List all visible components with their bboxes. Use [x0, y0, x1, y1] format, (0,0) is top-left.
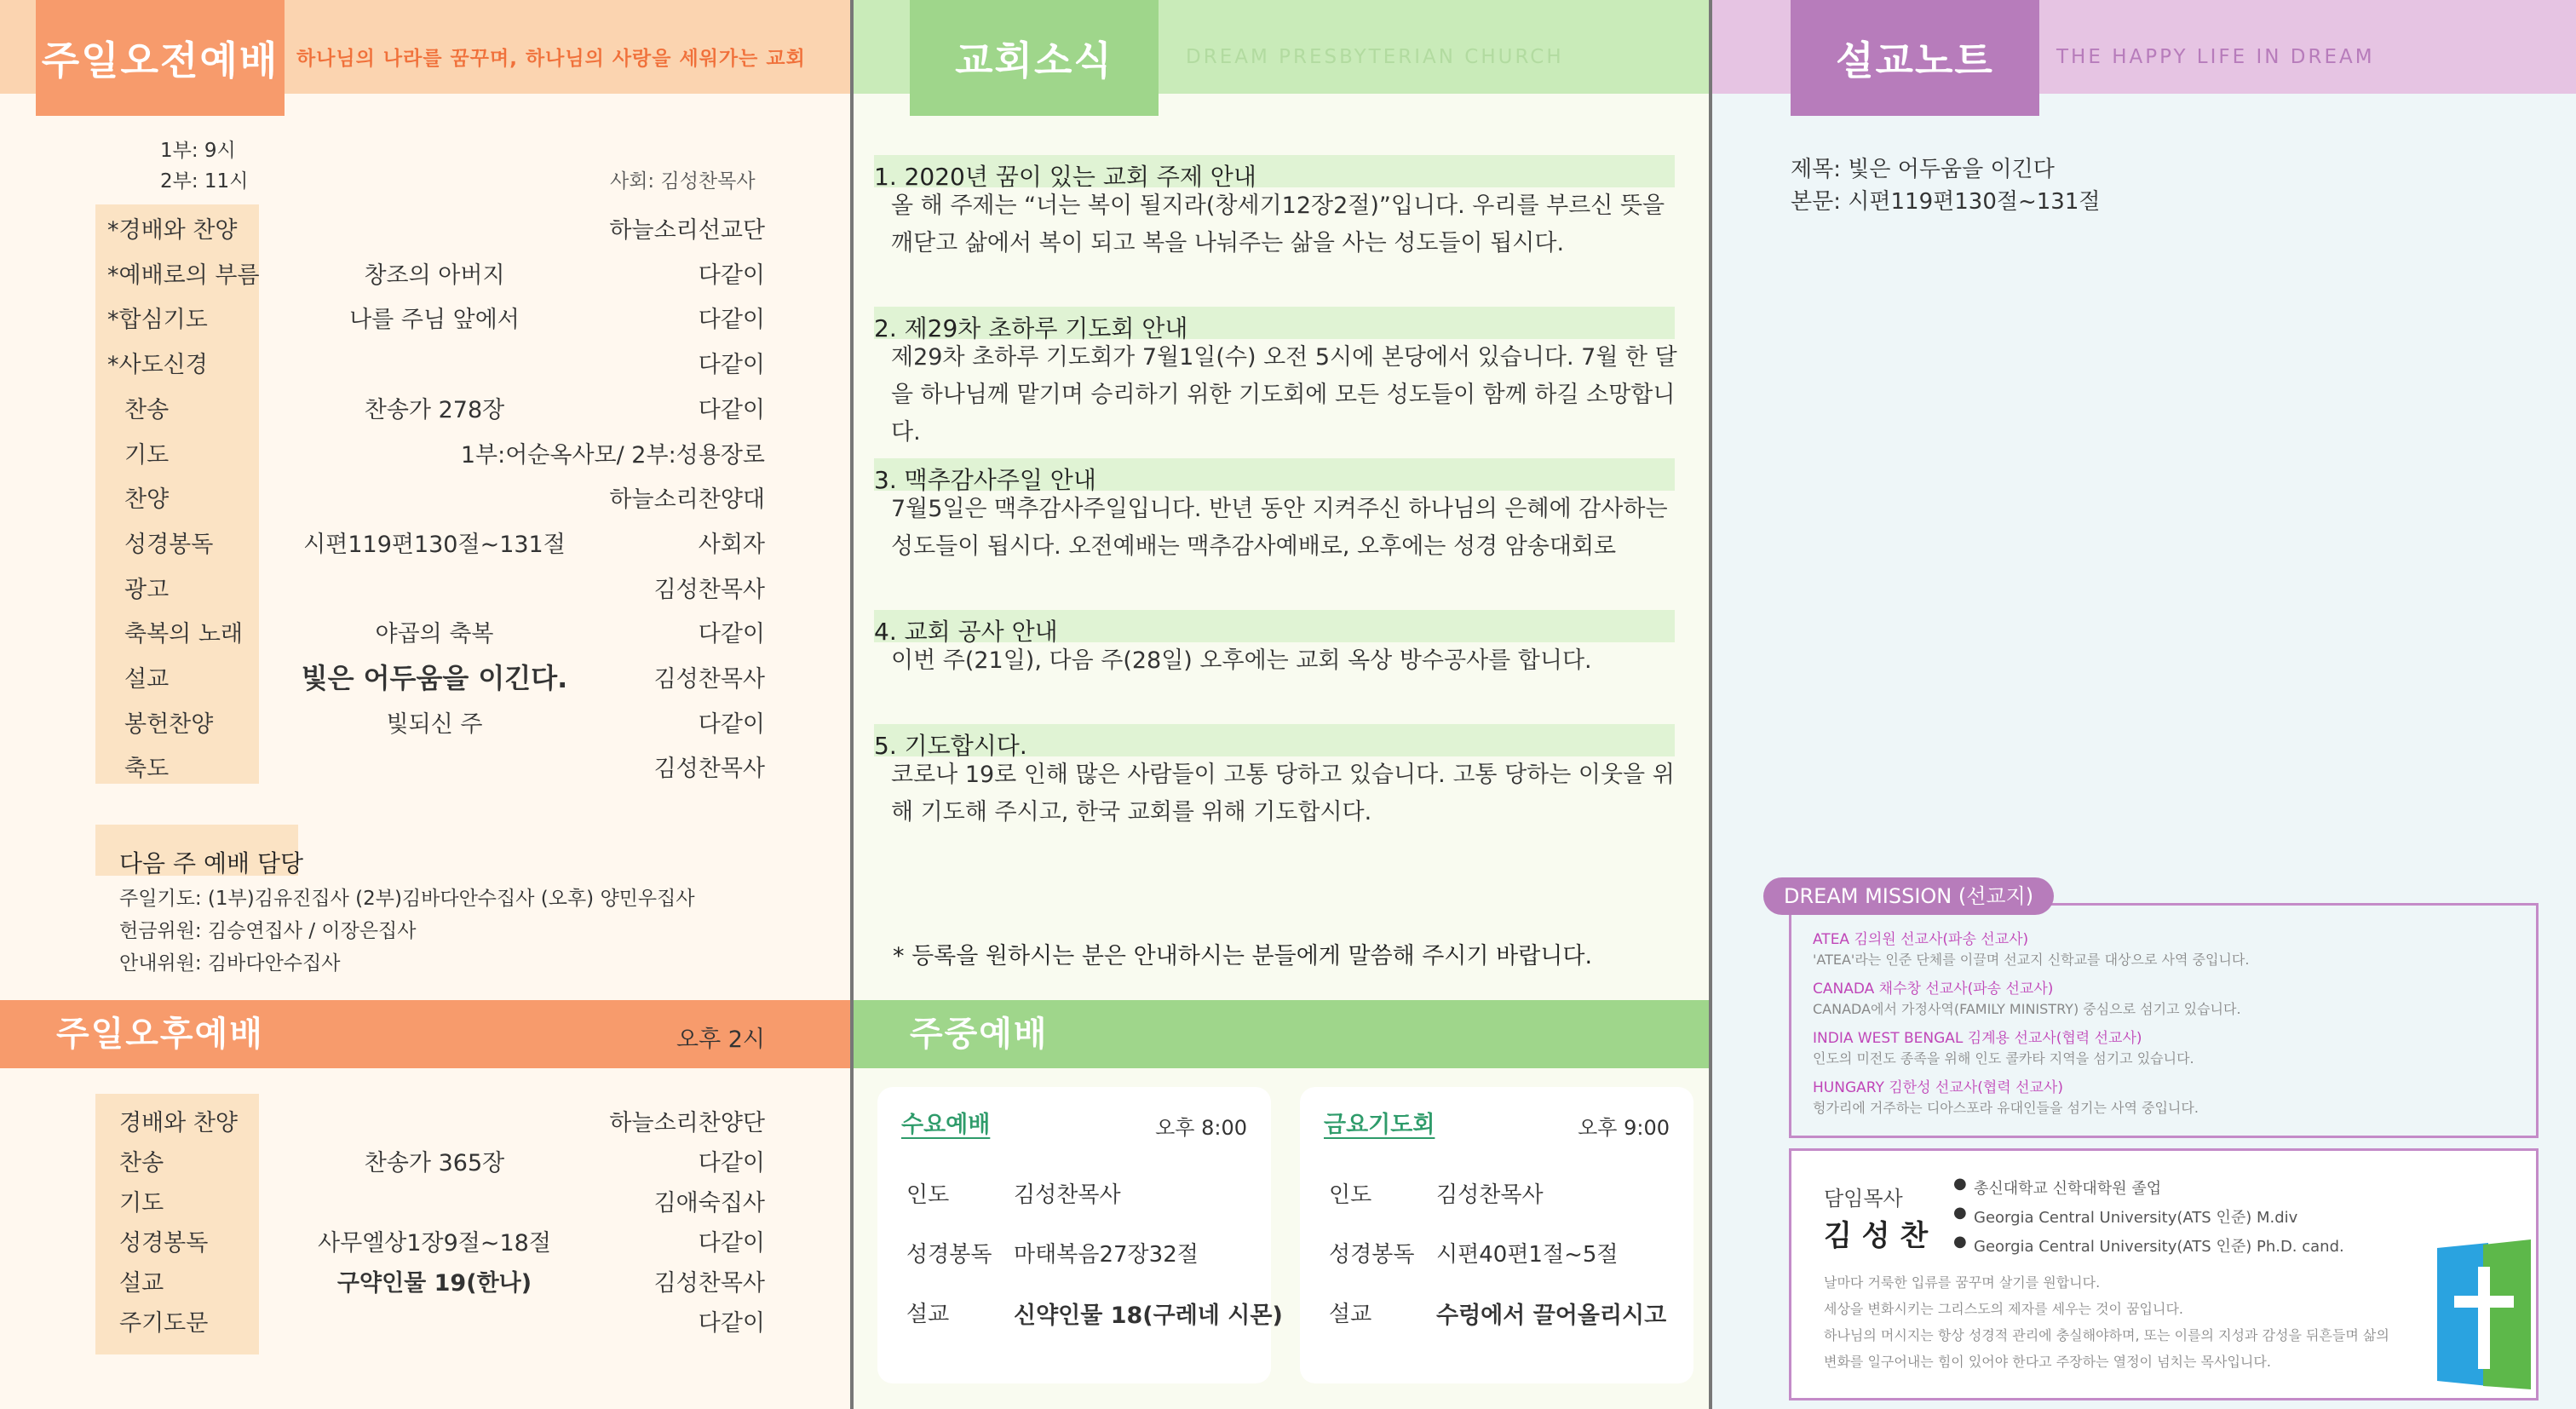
- pastor-credential: Georgia Central University(ATS 인준) Ph.D. cand.: [1974, 1238, 2344, 1256]
- weekday-row-value: 수렁에서 끌어올리시고: [1436, 1303, 1667, 1329]
- order-leader: 김애숙집사: [653, 1190, 765, 1216]
- next-week-line: 헌금위원: 김승연집사 / 이장은집사: [119, 920, 417, 942]
- order-detail: 사무엘상1장9절~18절: [318, 1230, 551, 1257]
- order-label: 성경봉독: [124, 531, 214, 558]
- sermon-header: [1712, 0, 2576, 94]
- order-label: 찬양: [124, 486, 170, 514]
- order-detail: 빛은 어두움을 이긴다.: [301, 662, 568, 694]
- order-leader: 사회자: [698, 531, 765, 558]
- order-detail: 시편119편130절~131절: [303, 531, 566, 558]
- order-leader: 김성찬목사: [653, 1270, 765, 1297]
- mission-item-desc: CANADA에서 가정사역(FAMILY MINISTRY) 중심으로 섬기고 있습니다.: [1813, 1001, 2241, 1017]
- order-leader: 김성찬목사: [653, 576, 765, 603]
- order-detail: 찬송가 365장: [364, 1150, 505, 1176]
- mission-tag: DREAM MISSION (선교지): [1763, 877, 2054, 915]
- order-leader: 다같이: [698, 1230, 765, 1257]
- morning-title: 주일오전예배: [36, 0, 285, 116]
- mission-item-desc: 헝가리에 거주하는 디아스포라 유대인들을 섬기는 사역 중입니다.: [1813, 1100, 2199, 1116]
- weekday-card-time: 오후 9:00: [1578, 1116, 1670, 1140]
- bullet-icon: ●: [1953, 1233, 1967, 1251]
- weekday-card: [877, 1087, 1283, 1383]
- mission-item-title: ATEA 김의원 선교사(파송 선교사): [1813, 931, 2029, 948]
- order-label: 설교: [119, 1270, 164, 1297]
- mission-item-desc: 인도의 미전도 종족을 위해 인도 콜카타 지역을 섬기고 있습니다.: [1813, 1050, 2194, 1067]
- sermon-subtitle: THE HAPPY LIFE IN DREAM: [2056, 46, 2375, 68]
- news-item-title: 4. 교회 공사 안내: [874, 618, 1058, 646]
- weekday-card-title: 금요기도회: [1324, 1112, 1435, 1138]
- bullet-icon: ●: [1953, 1175, 1967, 1193]
- weekday-row-value: 신약인물 18(구레네 시몬): [1014, 1303, 1283, 1329]
- order-leader: 하늘소리선교단: [609, 217, 765, 244]
- pastor-credential: 총신대학교 신학대학원 졸업: [1974, 1180, 2162, 1198]
- pastor-credential: Georgia Central University(ATS 인준) M.div: [1974, 1209, 2298, 1227]
- order-label: 축도: [124, 756, 170, 783]
- order-label: 기도: [124, 441, 170, 469]
- mission-item-title: HUNGARY 김한성 선교사(협력 선교사): [1813, 1079, 2063, 1096]
- news-subtitle: DREAM PRESBYTERIAN CHURCH: [1186, 46, 1564, 68]
- order-label: *사도신경: [107, 352, 208, 379]
- sermon-topic: 제목: 빛은 어두움을 이긴다: [1791, 157, 2055, 182]
- weekday-row-label: 인도: [906, 1182, 950, 1208]
- news-item-title: 3. 맥추감사주일 안내: [874, 466, 1096, 494]
- morning-header: [0, 0, 850, 94]
- pastor-name: 김 성 찬: [1824, 1219, 1929, 1253]
- order-leader: 다같이: [698, 352, 765, 379]
- order-leader: 다같이: [698, 1150, 765, 1176]
- order-label: 경배와 찬양: [119, 1110, 238, 1136]
- order-leader: 다같이: [698, 1310, 765, 1337]
- order-label: 찬송: [119, 1150, 164, 1176]
- news-item-body: 7월5일은 맥추감사주일입니다. 반년 동안 지켜주신 하나님의 은혜에 감사하는 성도들이 됩시다. 오전예배는 맥추감사예배로, 오후에는 성경 암송대회로: [891, 496, 1668, 560]
- order-label-column: [95, 204, 259, 784]
- weekday-header: [854, 1000, 1709, 1068]
- order-detail: 빛되신 주: [386, 710, 483, 738]
- order-leader: 다같이: [698, 396, 765, 423]
- bullet-icon: ●: [1953, 1204, 1967, 1222]
- weekday-title: 주중예배: [910, 1015, 1049, 1054]
- weekday-row-label: 성경봉독: [1329, 1242, 1415, 1268]
- weekday-row-value: 마태복음27장32절: [1014, 1242, 1199, 1268]
- mission-item-title: CANADA 채수창 선교사(파송 선교사): [1813, 981, 2054, 998]
- order-label: 기도: [119, 1190, 164, 1216]
- sermon-note-panel: [1712, 0, 2576, 1409]
- order-label: *예배로의 부름: [107, 262, 260, 289]
- morning-subtitle: 하나님의 나라를 꿈꾸며, 하나님의 사랑을 세워가는 교회: [296, 48, 806, 70]
- registration-note: * 등록을 원하시는 분은 안내하시는 분들에게 말씀해 주시기 바랍니다.: [893, 943, 1593, 969]
- sermon-text: 본문: 시편119편130절~131절: [1791, 189, 2101, 215]
- weekday-row-label: 성경봉독: [906, 1242, 992, 1268]
- order-leader: 다같이: [698, 307, 765, 334]
- weekday-row-label: 인도: [1329, 1182, 1372, 1208]
- weekday-row-label: 설교: [906, 1302, 950, 1327]
- news-item-body: 제29차 초하루 기도회가 7월1일(수) 오전 5시에 본당에서 있습니다. 7월 한 달을 하나님께 맡기며 승리하기 위한 기도회에 모든 성도들이 함께 하길 소망합니다.: [891, 344, 1677, 446]
- service-time-2: 2부: 11시: [160, 170, 249, 193]
- news-header: [854, 0, 1709, 94]
- weekday-card: [1300, 1087, 1693, 1383]
- order-leader: 다같이: [698, 262, 765, 289]
- order-label: *합심기도: [107, 307, 208, 334]
- pastor-role: 담임목사: [1824, 1187, 1903, 1211]
- afternoon-time: 오후 2시: [676, 1027, 765, 1053]
- host-label: 사회: 김성찬목사: [610, 170, 756, 193]
- weekday-card-time: 오후 8:00: [1155, 1116, 1247, 1140]
- church-logo-icon: [2432, 1236, 2534, 1389]
- order-detail: 나를 주님 앞에서: [349, 307, 520, 334]
- order-leader: 하늘소리찬양대: [609, 486, 765, 514]
- afternoon-title: 주일오후예배: [56, 1015, 264, 1054]
- church-news-panel: [854, 0, 1709, 1409]
- order-detail: 창조의 아버지: [364, 262, 505, 289]
- order-label: 주기도문: [119, 1310, 209, 1337]
- pastor-bio-line: 변화를 일구어내는 힘이 있어야 한다고 주장하는 열정이 넘치는 목사입니다.: [1824, 1354, 2271, 1370]
- order-leader: 김성찬목사: [653, 666, 765, 693]
- weekday-row-value: 김성찬목사: [1014, 1182, 1121, 1208]
- weekday-row-value: 시편40편1절~5절: [1436, 1242, 1619, 1268]
- pastor-bio-line: 세상을 변화시키는 그리스도의 제자를 세우는 것이 꿈입니다.: [1824, 1301, 2184, 1317]
- news-item-title: 1. 2020년 꿈이 있는 교회 주제 안내: [874, 163, 1256, 191]
- order-leader: 하늘소리찬양단: [609, 1110, 765, 1136]
- weekday-row-value: 김성찬목사: [1436, 1182, 1544, 1208]
- order-label: 광고: [124, 576, 170, 603]
- order-leader: 1부:어순옥사모/ 2부:성용장로: [460, 441, 765, 469]
- pastor-bio-line: 하나님의 머시지는 항상 성경적 관리에 충실해야하며, 또는 이를의 지성과 감성을 뒤흔들며 삶의: [1824, 1327, 2389, 1343]
- order-detail: 찬송가 278장: [364, 396, 505, 423]
- news-item-title: 2. 제29차 초하루 기도회 안내: [874, 314, 1188, 342]
- order-label: 축복의 노래: [124, 621, 243, 648]
- order-label: 봉헌찬양: [124, 710, 214, 738]
- order-label: 찬송: [124, 396, 170, 423]
- pastor-bio-line: 날마다 거룩한 입류를 꿈꾸며 살기를 원합니다.: [1824, 1274, 2101, 1291]
- news-item-body: 올 해 주제는 “너는 복이 될지라(창세기12장2절)”입니다. 우리를 부르신 뜻을 깨닫고 삶에서 복이 되고 복을 나눠주는 삶을 사는 성도들이 됩시다.: [891, 193, 1665, 256]
- weekday-row-label: 설교: [1329, 1302, 1372, 1327]
- order-leader: 김성찬목사: [653, 756, 765, 783]
- news-item-body: 코로나 19로 인해 많은 사람들이 고통 당하고 있습니다. 고통 당하는 이웃을 위해 기도해 주시고, 한국 교회를 위해 기도합시다.: [891, 762, 1675, 825]
- order-detail: 구약인물 19(한나): [336, 1270, 532, 1297]
- order-label: 성경봉독: [119, 1230, 209, 1257]
- news-item-body: 이번 주(21일), 다음 주(28일) 오후에는 교회 옥상 방수공사를 합니다.: [891, 647, 1592, 674]
- next-week-line: 주일기도: (1부)김유진집사 (2부)김바다안수집사 (오후) 양민우집사: [119, 888, 695, 910]
- sermon-title: 설교노트: [1791, 0, 2039, 116]
- next-week-line: 안내위원: 김바다안수집사: [119, 952, 341, 975]
- order-leader: 다같이: [698, 621, 765, 648]
- order-label: 설교: [124, 666, 170, 693]
- order-leader: 다같이: [698, 710, 765, 738]
- news-item-title: 5. 기도합시다.: [874, 732, 1027, 760]
- weekday-card-title: 수요예배: [901, 1112, 991, 1138]
- order-label: *경배와 찬양: [107, 217, 238, 244]
- service-time-1: 1부: 9시: [160, 140, 236, 162]
- mission-item-title: INDIA WEST BENGAL 김계용 선교사(협력 선교사): [1813, 1030, 2142, 1047]
- news-title: 교회소식: [910, 0, 1159, 116]
- morning-worship-panel: [0, 0, 850, 1409]
- pastor-box: [1789, 1148, 2539, 1400]
- afternoon-header: [0, 1000, 850, 1068]
- next-week-title: 다음 주 예배 담당: [119, 849, 304, 877]
- mission-item-desc: 'ATEA'라는 인준 단체를 이끌며 선교지 신학교를 대상으로 사역 중입니다.: [1813, 952, 2250, 968]
- order-detail: 야곱의 축복: [375, 621, 494, 648]
